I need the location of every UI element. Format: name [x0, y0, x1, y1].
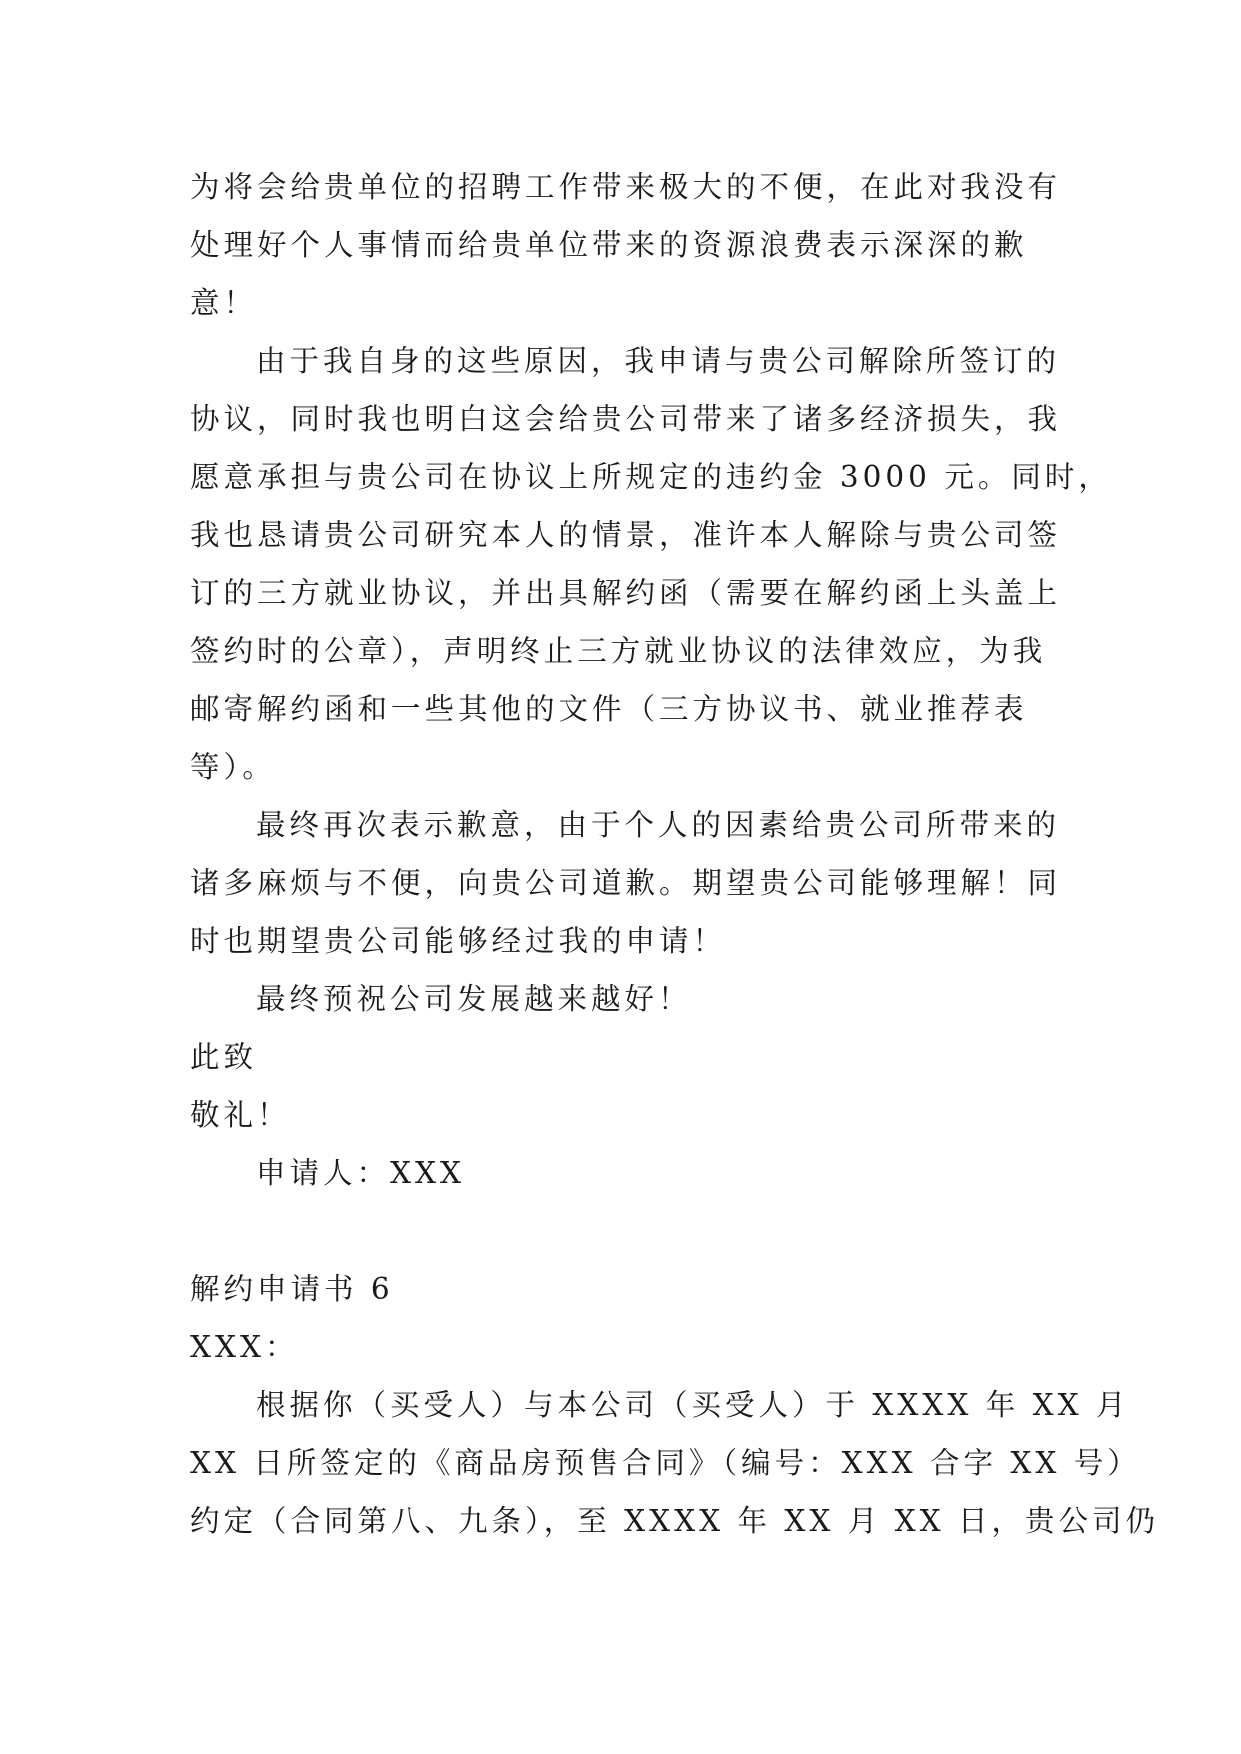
text-line: 解约申请书 6 — [190, 1272, 394, 1306]
text-line: 诸多麻烦与不便，向贵公司道歉。期望贵公司能够理解！同 — [190, 866, 1062, 900]
text-line: 最终预祝公司发展越来越好！ — [256, 982, 692, 1016]
text-line: 敬礼！ — [190, 1098, 291, 1132]
text-line: 此致 — [190, 1040, 258, 1074]
text-line: 根据你（买受人）与本公司（买受人）于 XXXX 年 XX 月 — [256, 1388, 1130, 1422]
text-line: 约定（合同第八、九条），至 XXXX 年 XX 月 XX 日，贵公司仍 — [190, 1504, 1160, 1538]
text-line: 邮寄解约函和一些其他的文件（三方协议书、就业推荐表 — [190, 692, 1028, 726]
text-line: 我也恳请贵公司研究本人的情景，准许本人解除与贵公司签 — [190, 518, 1062, 552]
text-line: XX 日所签定的《商品房预售合同》（编号：XXX 合字 XX 号） — [190, 1446, 1141, 1480]
text-line: 处理好个人事情而给贵单位带来的资源浪费表示深深的歉 — [190, 228, 1028, 262]
text-line: 意！ — [190, 286, 258, 320]
text-line: XXX： — [190, 1330, 299, 1364]
blank-line — [190, 1202, 1060, 1260]
text-line: 订的三方就业协议，并出具解约函（需要在解约函上头盖上 — [190, 576, 1062, 610]
text-line: 为将会给贵单位的招聘工作带来极大的不便，在此对我没有 — [190, 170, 1062, 204]
text-line: 愿意承担与贵公司在协议上所规定的违约金 3000 元。同时， — [190, 460, 1112, 494]
text-line: 签约时的公章），声明终止三方就业协议的法律效应，为我 — [190, 634, 1047, 668]
text-line: 时也期望贵公司能够经过我的申请！ — [190, 924, 727, 958]
text-line: 申请人：XXX — [256, 1156, 466, 1190]
text-line: 由于我自身的这些原因，我申请与贵公司解除所签订的 — [256, 344, 1061, 378]
text-line: 协议，同时我也明白这会给贵公司带来了诸多经济损失，我 — [190, 402, 1062, 436]
text-line: 最终再次表示歉意，由于个人的因素给贵公司所带来的 — [256, 808, 1061, 842]
text-line: 等）。 — [190, 750, 276, 784]
letter-body — [190, 158, 1160, 1550]
